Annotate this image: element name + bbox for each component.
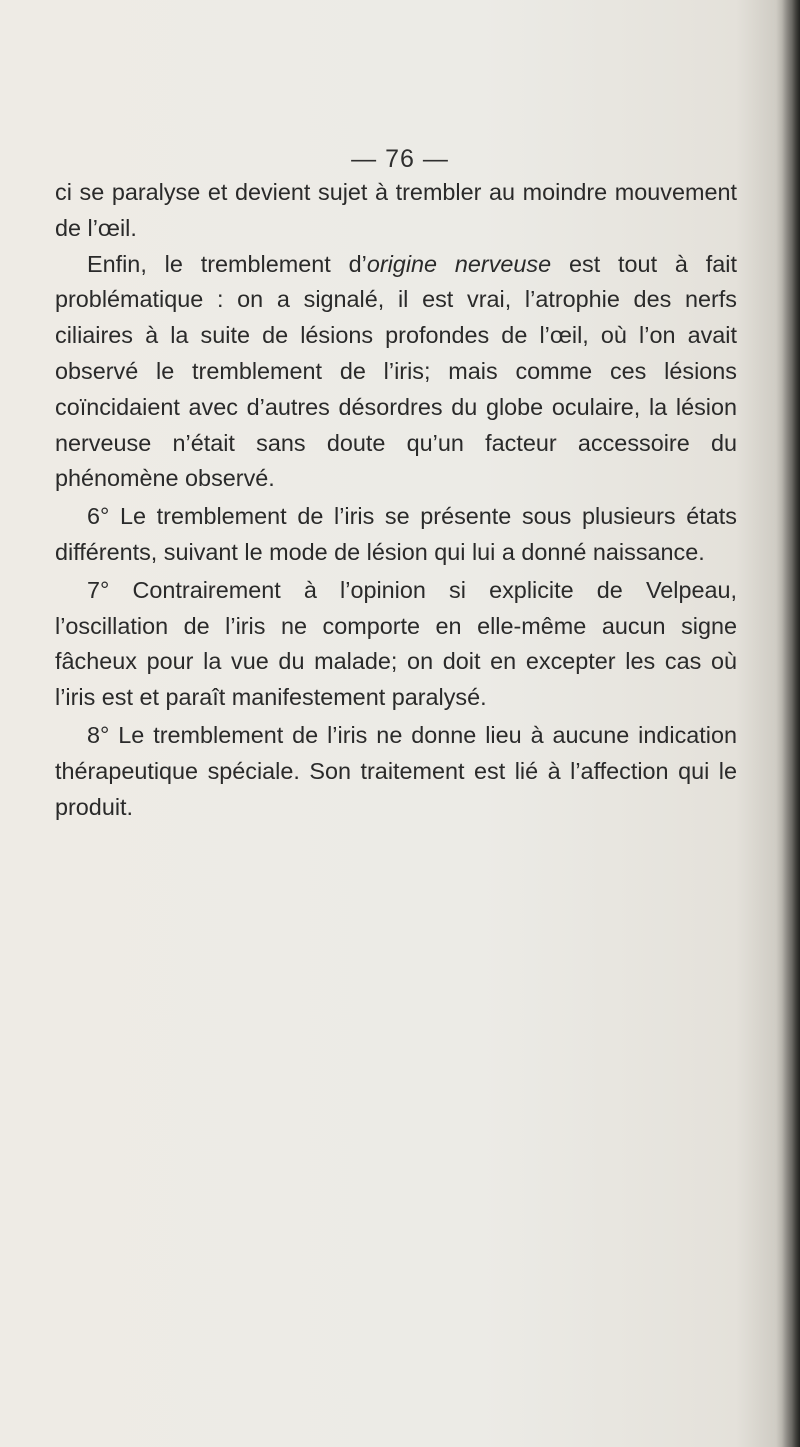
paragraph-1: ci se paralyse et devient sujet à trembler au moindre mouvement de l’œil. bbox=[55, 179, 737, 241]
paragraph-2-start: Enfin, le tremblement d’ bbox=[87, 250, 367, 277]
paragraph-5: 8° Le tremblement de l’iris ne donne lieu à aucune indication thérapeutique spéciale. Son traitement est lié à l’affection qui le produit. bbox=[55, 721, 737, 820]
paragraph-2-rest: est tout à fait problématique : on a signalé, il est vrai, l’atrophie des nerfs ciliaires à la suite de lésions profondes de l’œil, où l’on avait observé le tremblement de l’iris; mais comme ces lésions coïncidaient avec d’autres désordres du globe oculaire, la lésion nerveuse n’était sans doute qu’un facteur accessoire du phénomène observé. bbox=[55, 250, 737, 492]
paragraph-2-italic: origine nerveuse bbox=[366, 250, 552, 277]
paragraph-2 bbox=[55, 247, 737, 498]
body-text bbox=[55, 175, 737, 825]
page-edge-shadow bbox=[782, 0, 800, 1447]
paragraph-3: 6° Le tremblement de l’iris se présente sous plusieurs états différents, suivant le mode de lésion qui lui a donné naissance. bbox=[55, 503, 737, 565]
paragraph-4: 7° Contrairement à l’opinion si explicite de Velpeau, l’oscillation de l’iris ne comporte en elle-même aucun signe fâcheux pour la vue du malade; on doit en excepter les cas où l’iris est et paraît manifestement paralysé. bbox=[55, 576, 737, 711]
page-number: — 76 — bbox=[351, 145, 449, 173]
